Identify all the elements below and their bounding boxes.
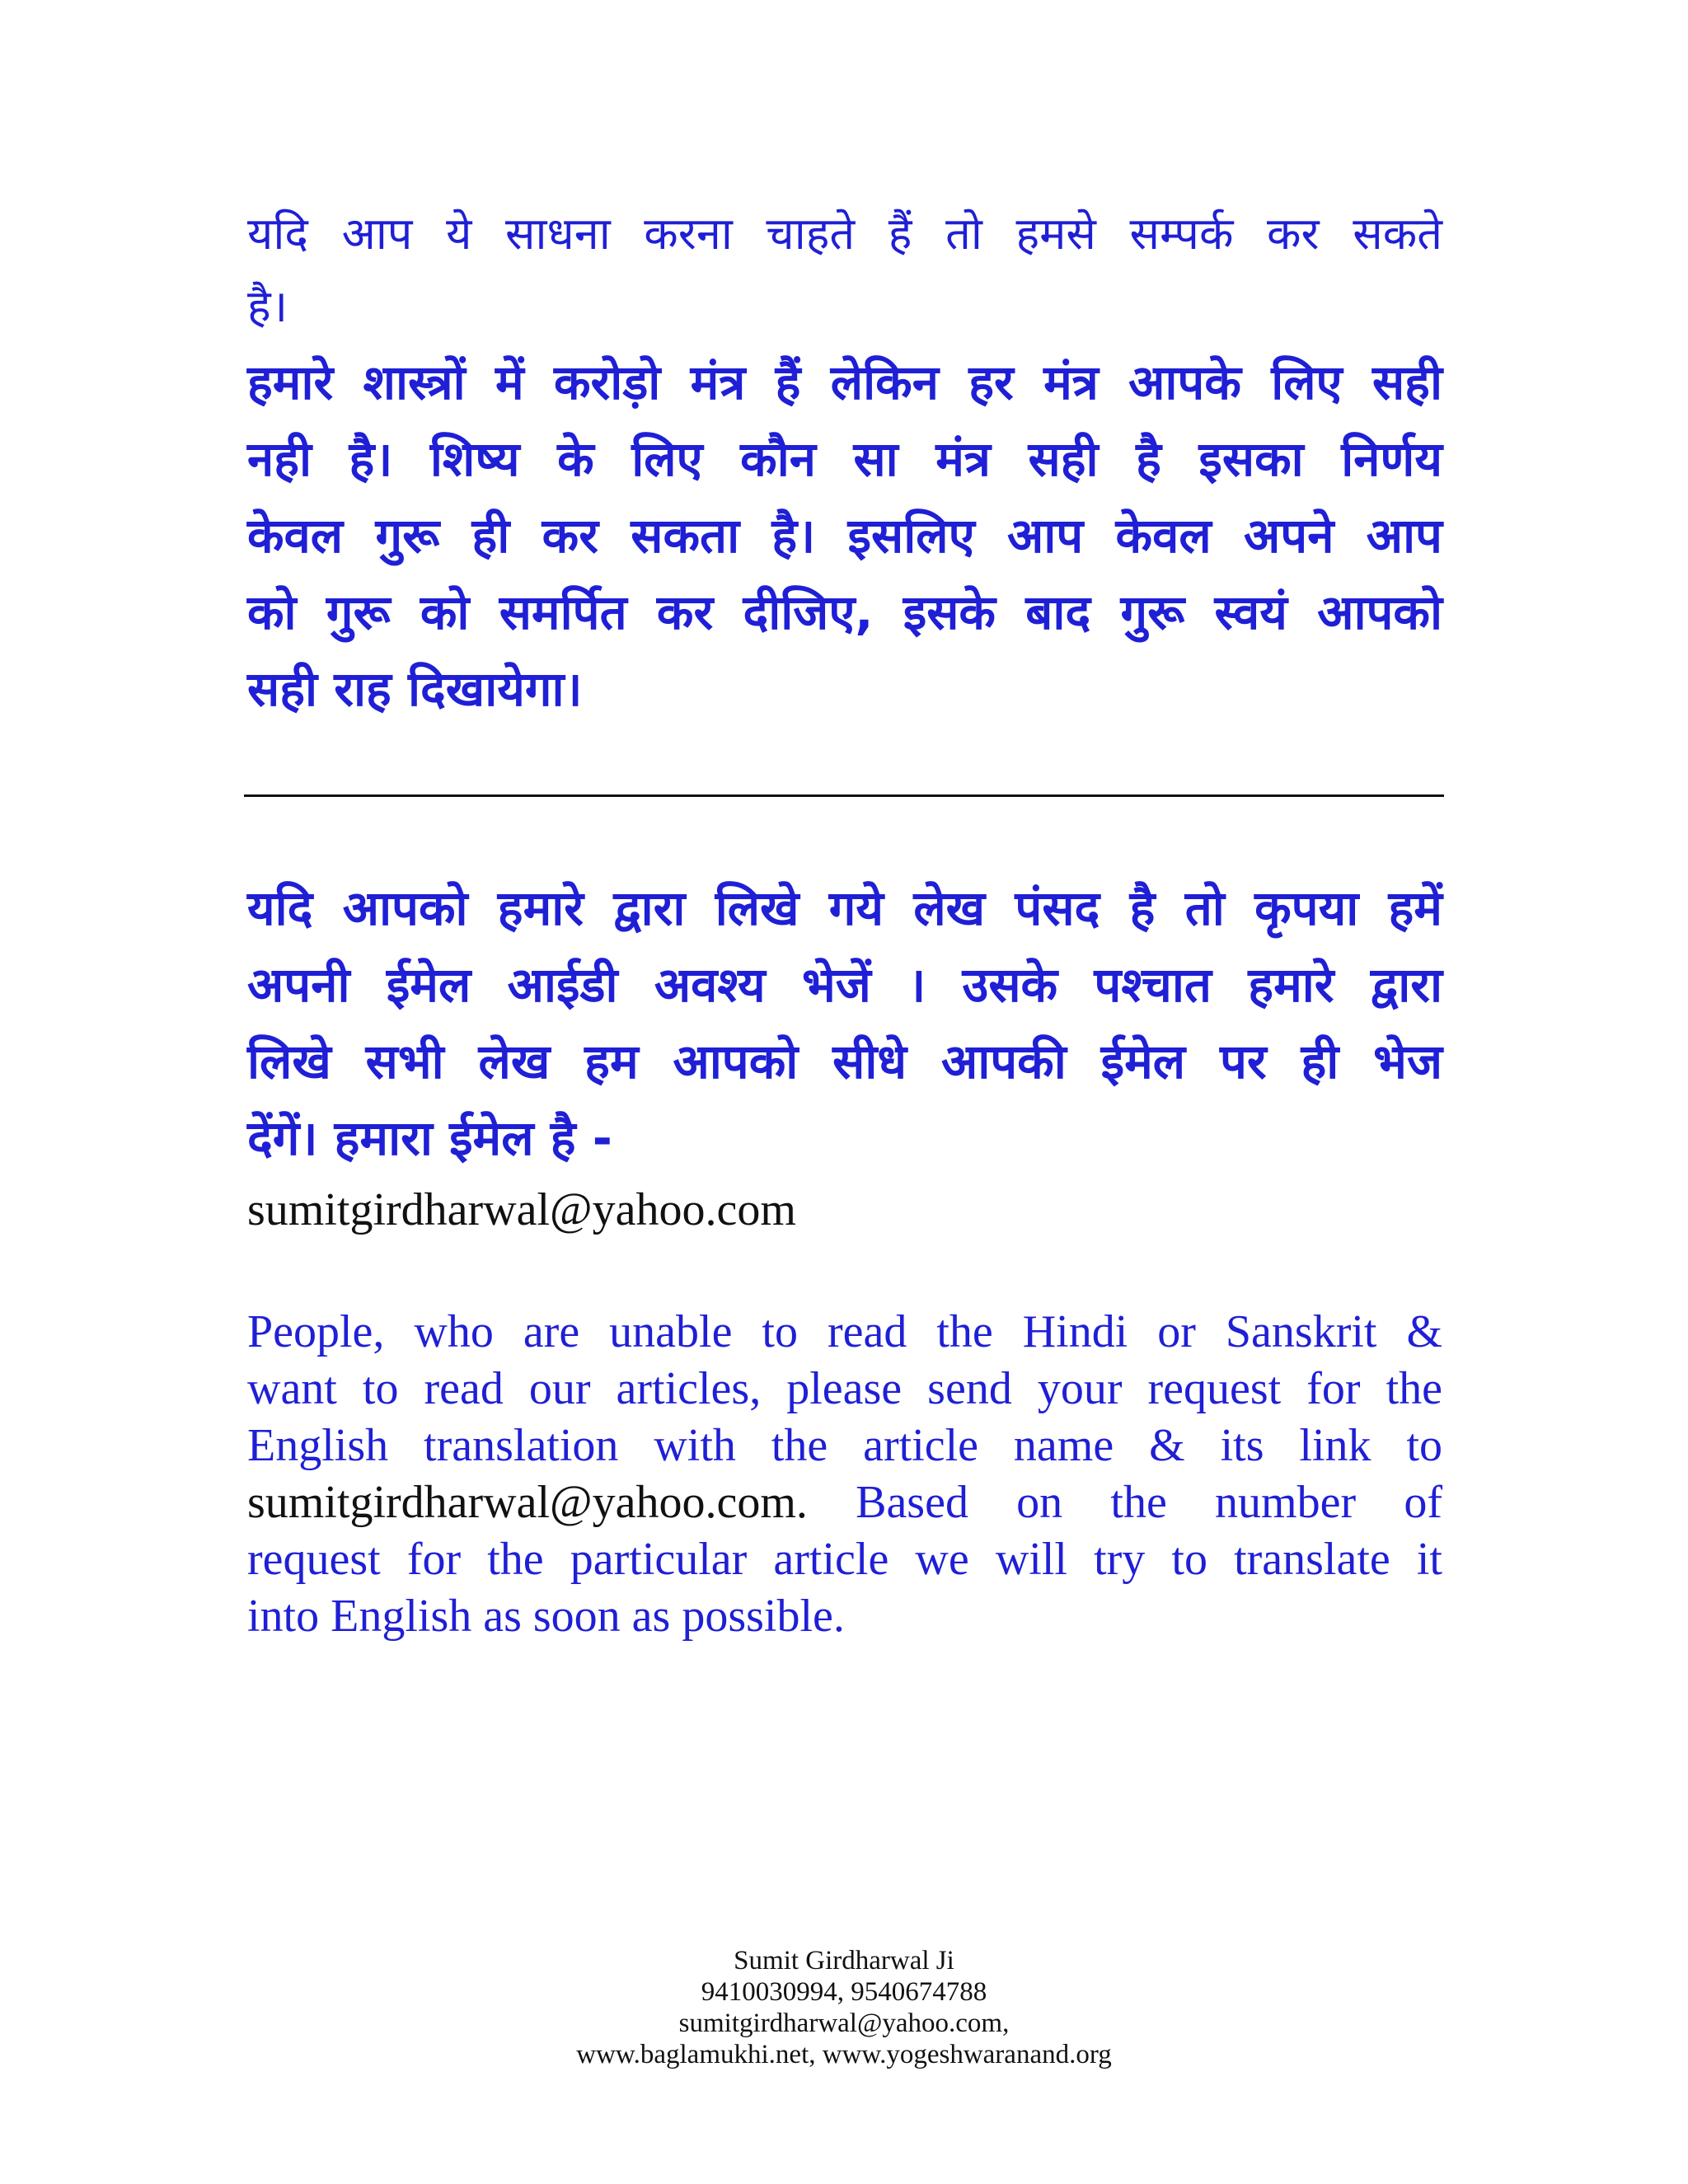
guidance-line: नही है। शिष्य के लिए कौन सा मंत्र सही है इसका निर्णय — [247, 431, 1442, 487]
subscribe-line: अपनी ईमेल आईडी अवश्य भेजें । उसके पश्चात हमारे द्वारा — [247, 957, 1442, 1013]
footer-email[interactable]: sumitgirdharwal@yahoo.com, — [678, 2008, 1010, 2038]
subscribe-line: देंगें। हमारा ईमेल है - — [247, 1110, 612, 1166]
english-notice-paragraph — [247, 1304, 1442, 1645]
english-notice-line: People, who are unable to read the Hindi or Sanskrit & — [247, 1306, 1442, 1357]
english-notice-email-link[interactable]: sumitgirdharwal@yahoo.com. — [247, 1477, 808, 1528]
page-footer — [0, 1945, 1688, 2070]
intro-line: है। — [247, 280, 288, 332]
guidance-paragraph — [247, 344, 1442, 728]
intro-paragraph — [247, 198, 1442, 343]
subscribe-line: यदि आपको हमारे द्वारा लिखे गये लेख पंसद है तो कृपया हमें — [247, 880, 1442, 936]
guidance-line: को गुरू को समर्पित कर दीजिए, इसके बाद गुरू स्वयं आपको — [247, 584, 1442, 640]
subscribe-line: लिखे सभी लेख हम आपको सीधे आपकी ईमेल पर ही भेज — [247, 1033, 1442, 1090]
footer-name: Sumit Girdharwal Ji — [734, 1946, 954, 1975]
section-divider — [244, 794, 1444, 797]
footer-websites[interactable]: www.baglamukhi.net, www.yogeshwaranand.org — [576, 2040, 1112, 2069]
intro-line: यदि आप ये साधना करना चाहते हैं तो हमसे सम्पर्क कर सकते — [247, 208, 1442, 260]
guidance-line: केवल गुरू ही कर सकता है। इसलिए आप केवल अपने आप — [247, 508, 1442, 564]
english-notice-line: into English as soon as possible. — [247, 1591, 845, 1642]
english-notice-line-text: Based on the number of — [807, 1477, 1442, 1528]
english-notice-line: request for the particular article we will try to translate it — [247, 1534, 1442, 1585]
english-notice-line: English translation with the article name & its link to — [247, 1420, 1442, 1471]
guidance-line: हमारे शास्त्रों में करोड़ो मंत्र हैं लेकिन हर मंत्र आपके लिए सही — [247, 354, 1442, 410]
footer-phones: 9410030994, 9540674788 — [701, 1977, 987, 2007]
subscribe-email-link[interactable]: sumitgirdharwal@yahoo.com — [247, 1184, 796, 1235]
subscribe-paragraph — [247, 870, 1442, 1243]
english-notice-line: want to read our articles, please send your request for the — [247, 1363, 1442, 1414]
guidance-line: सही राह दिखायेगा। — [247, 661, 583, 717]
english-notice-line — [247, 1474, 1442, 1531]
